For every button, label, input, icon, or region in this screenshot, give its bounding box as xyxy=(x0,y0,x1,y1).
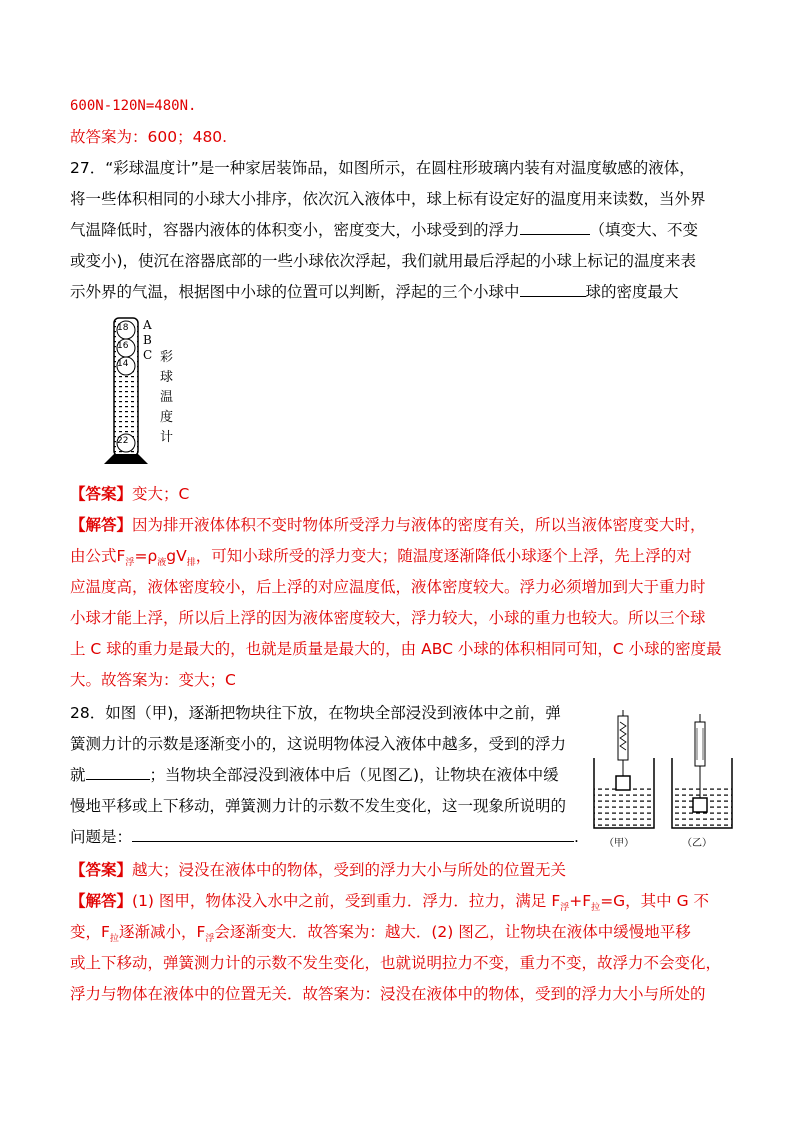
q28-analysis-text-2c: 会逐渐变大．故答案为：越大．(2) 图乙，让物块在液体中缓慢地平移 xyxy=(214,923,691,941)
q28-line-2: 簧测力计的示数是逐渐变小的，这说明物体浸入液体中越多，受到的浮力 xyxy=(70,735,567,753)
q28-analysis-3: 或上下移动，弹簧测力计的示数不发生变化，也就说明拉力不变，重力不变，故浮力不会变化， xyxy=(70,954,722,972)
q27-blank-1[interactable] xyxy=(520,220,590,235)
q27-line-4: 或变小)，使沉在溶器底部的一些小球依次浮起，我们就用最后浮起的小球上标记的温度来表 xyxy=(70,252,697,270)
ball-c-temp: 14 xyxy=(117,359,129,369)
q28-blank-1[interactable] xyxy=(86,765,150,780)
q27-analysis-2 xyxy=(70,546,692,569)
q28-line-4: 慢地平移或上下移动，弹簧测力计的示数不发生变化，这一现象所说明的 xyxy=(70,797,567,815)
label-c: C xyxy=(143,348,153,362)
q28-analysis-2 xyxy=(70,922,691,945)
caption-char-5: 计 xyxy=(160,430,174,445)
q28-sub-la-2: 拉 xyxy=(109,934,119,945)
q27-analysis-text-2: ，可知小球所受的浮力变大；随温度逐渐降低小球逐个上浮，先上浮的对 xyxy=(195,547,692,565)
label-b: B xyxy=(143,333,152,347)
caption-char-3: 温 xyxy=(160,390,174,405)
block-jia xyxy=(616,776,630,790)
spring-scale-drawing xyxy=(590,708,740,850)
formula-gv: gV xyxy=(166,547,187,565)
q28-analysis-1 xyxy=(70,891,710,914)
q27-analysis-text-1: 因为排开液体体积不变时物体所受浮力与液体的密度有关，所以当液体密度变大时， xyxy=(132,516,706,534)
spring-scale-figure xyxy=(590,708,740,850)
q28-answer-tag: 【答案】 xyxy=(70,861,133,879)
q27-line-1: 27．“彩球温度计”是一种家居装饰品，如图所示，在圆柱形玻璃内装有对温度敏感的液体， xyxy=(70,159,695,177)
q28-answer xyxy=(70,860,566,880)
q27-blank-2[interactable] xyxy=(520,282,586,297)
q28-line-1: 28．如图（甲)，逐渐把物块往下放，在物块全部浸没到液体中之前，弹 xyxy=(70,704,561,722)
q27-analysis-3: 应温度高，液体密度较小，后上浮的对应温度低，液体密度较大。浮力必须增加到大于重力时 xyxy=(70,578,706,596)
caption-yi: （乙） xyxy=(682,838,712,849)
ball-thermometer-figure xyxy=(100,314,190,466)
block-yi xyxy=(693,798,707,812)
tube-base xyxy=(104,454,148,464)
q28-analysis-text-2: 变，F xyxy=(70,923,110,941)
q28-sub-fu: 浮 xyxy=(560,903,570,914)
q27-line-3-tail: （填变大、不变 xyxy=(589,221,699,239)
q27-analysis-4: 小球才能上浮，所以后上浮的因为液体密度较大，浮力较大，小球的重力也较大。所以三个球 xyxy=(70,609,706,627)
q27-analysis-1 xyxy=(70,515,706,535)
q28-blank-2[interactable] xyxy=(132,827,574,842)
caption-jia: （甲） xyxy=(604,838,634,849)
q28-analysis-text-1b: =G，其中 G 不 xyxy=(600,892,710,910)
formula-sub-pai: 排 xyxy=(186,558,196,569)
q28-analysis-4: 浮力与物体在液体中的位置无关．故答案为：浸没在液体中的物体，受到的浮力大小与所处的 xyxy=(70,985,706,1003)
q27-answer xyxy=(70,484,189,504)
ball-a-temp: 18 xyxy=(117,323,129,333)
q28-line-5-text: 问题是： xyxy=(70,828,133,846)
label-a: A xyxy=(143,318,152,332)
q27-analysis-5: 上 C 球的重力是最大的，也就是质量是最大的，由 ABC 小球的体积相同可知，C 小球的密度最 xyxy=(70,640,722,658)
q27-line-2: 将一些体积相同的小球大小排序，依次沉入液体中，球上标有设定好的温度用来读数，当外界 xyxy=(70,190,706,208)
q28-sub-fu-2: 浮 xyxy=(205,934,215,945)
q27-answer-value: 变大；C xyxy=(132,485,190,503)
q28-line-5-tail: . xyxy=(574,828,579,846)
q28-line-5 xyxy=(70,827,579,847)
q27-line-5-text: 示外界的气温，根据图中小球的位置可以判断，浮起的三个小球中 xyxy=(70,283,520,301)
q28-line-3-text: 就 xyxy=(70,766,86,784)
q27-answer-tag: 【答案】 xyxy=(70,485,133,503)
prev-answer-result: 故答案为：600；480. xyxy=(70,128,228,146)
q27-line-3-text: 气温降低时，容器内液体的体积变小，密度变大，小球受到的浮力 xyxy=(70,221,520,239)
q28-line-3 xyxy=(70,765,559,785)
q27-analysis-6: 大。故答案为：变大；C xyxy=(70,671,236,689)
formula-rho: =ρ xyxy=(134,547,158,565)
q27-line-5 xyxy=(70,282,679,302)
formula-sub-fu: 浮 xyxy=(125,558,135,569)
q28-line-3-tail: ；当物块全部浸没到液体中后（见图乙)，让物块在液体中缓 xyxy=(149,766,559,784)
formula-f: 由公式F xyxy=(70,547,126,565)
q28-analysis-text-1: (1) 图甲，物体没入水中之前，受到重力．浮力．拉力，满足 F xyxy=(132,892,561,910)
ball-bottom-temp: 22 xyxy=(117,436,129,446)
caption-char-4: 度 xyxy=(160,410,174,425)
q27-line-5-tail: 球的密度最大 xyxy=(585,283,679,301)
caption-char-1: 彩 xyxy=(160,350,174,365)
q28-analysis-tag: 【解答】 xyxy=(70,892,133,910)
q28-analysis-text-2b: 逐渐减小，F xyxy=(118,923,206,941)
q28-formula-plus: +F xyxy=(569,892,592,910)
ball-b-temp: 16 xyxy=(117,341,129,351)
q28-answer-value: 越大；浸没在液体中的物体，受到的浮力大小与所处的位置无关 xyxy=(132,861,567,879)
prev-answer-line: 600N-120N=480N. xyxy=(70,98,197,114)
caption-char-2: 球 xyxy=(160,370,174,385)
formula-sub-ye: 液 xyxy=(157,558,167,569)
q27-line-3 xyxy=(70,220,698,240)
thermometer-caption xyxy=(160,348,176,448)
scale-yi xyxy=(695,722,705,766)
q27-analysis-tag: 【解答】 xyxy=(70,516,133,534)
q28-sub-la: 拉 xyxy=(591,903,601,914)
